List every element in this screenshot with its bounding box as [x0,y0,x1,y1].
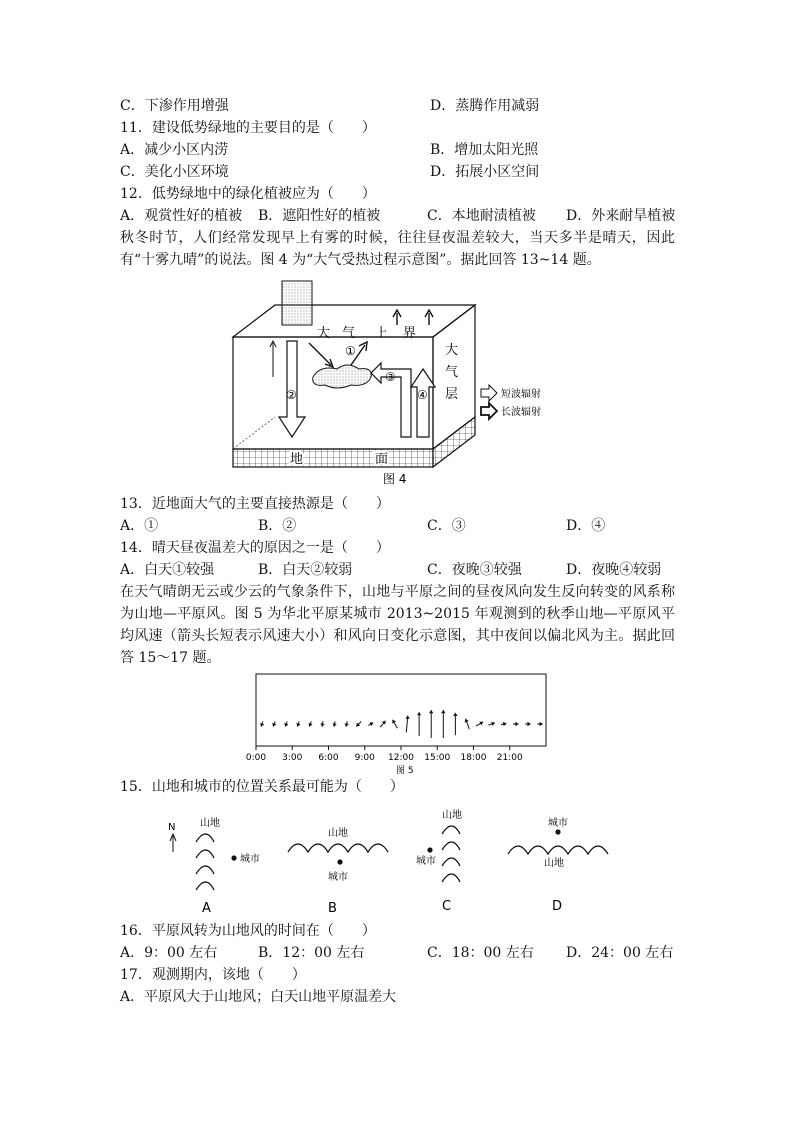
q16-option-c: C．18：00 左右 [427,945,534,961]
option-d-figure [508,816,608,914]
q16-option-a: A．9：00 左右 [120,945,218,961]
option-c-label: C [442,899,452,914]
x-tick-label: 0:00 [245,753,267,763]
wind-vector [356,722,361,727]
q12-option-a: A．观赏性好的植被 [120,208,243,224]
x-tick-label: 21:00 [496,753,523,763]
wind-vector [260,721,264,726]
q14-option-a: A．白天①较强 [120,562,215,578]
upper-boundary-char-3: 上 [375,326,389,341]
wind-vector [405,716,409,733]
wind-vector [272,721,276,726]
wind-vector [488,722,495,726]
q14-option-c: C．夜晚③较强 [427,562,522,578]
wind-vector [465,719,470,730]
option-d-label: D [552,899,563,914]
option-b-label: B [328,901,337,916]
wind-vector [332,721,336,727]
legend-long-wave: 长波辐射 [501,407,541,418]
q10-option-d: D．蒸腾作用减弱 [430,98,540,114]
q17-stem: 17．观测期内，该地（ ） [120,967,306,983]
x-tick-label: 12:00 [388,753,414,763]
q17-option-a: A．平原风大于山地风；白天山地平原温差大 [120,989,397,1005]
wind-vector [417,712,421,736]
x-tick-label: 6:00 [318,753,339,763]
wind-vector [380,721,385,727]
cloud [313,365,372,388]
atmosphere-layer-char-2: 气 [445,365,459,380]
q16-stem: 16．平原风转为山地风的时间在（ ） [120,923,376,939]
number-4: ④ [417,388,428,402]
option-a-city-label: 城市 [240,854,260,865]
option-c-city-label: 城市 [416,856,436,867]
legend-short-wave: 短波辐射 [501,389,541,400]
wind-vector [513,722,519,726]
q16-option-d: D．24：00 左右 [566,945,674,961]
q13-option-a: A．① [120,518,159,534]
option-a-label: A [202,901,211,916]
intro-15-17: 在天气晴朗无云或少云的气象条件下，山地与平原之间的昼夜风向发生反向转变的风系称为山地—平原风。图 5 为华北平原某城市 2013~2015 年观测到的秋季山地—平原风平均风速（箭头长短表示风速大小）和风向日变化示意图，其中夜间以偏北风为主。据此回答 15～17 题。 [120,584,675,666]
wind-vector [368,722,373,726]
figure-5-wind-chart [245,672,558,776]
number-3: ③ [385,370,396,384]
q12-option-c: C．本地耐渍植被 [427,208,536,224]
x-tick-label: 3:00 [282,753,303,763]
option-c-mountain-label: 山地 [442,810,462,821]
wind-vector [501,722,507,726]
wind-vector [320,721,324,727]
intro-13-14: 秋冬时节，人们经常发现早上有雾的时候，往往昼夜温差较大，当天多半是晴天，因此有“十雾九晴”的说法。图 4 为“大气受热过程示意图”。据此回答 13~14 题。 [120,230,675,268]
wind-vector [429,710,433,738]
north-arrow-icon [170,834,176,852]
q13-option-b: B．② [258,518,297,534]
option-b-figure [288,826,388,916]
x-tick-label: 15:00 [424,753,451,763]
q12-option-b: B．遮阳性好的植被 [258,208,381,224]
upper-boundary-char-1: 大 [317,326,331,341]
wind-vector [308,721,312,726]
wind-vector [453,713,457,735]
q10-option-c: C．下渗作用增强 [120,98,229,114]
north-label: N [168,822,176,833]
option-b-city-label: 城市 [328,872,348,883]
arrow-4-ground-radiation [411,369,435,437]
wind-vector [296,721,300,726]
wind-vector [525,722,531,726]
q13-stem: 13．近地面大气的主要直接热源是（ ） [120,496,390,512]
wind-vector [537,722,543,726]
number-1: ① [345,344,356,358]
option-d-city-label: 城市 [548,818,568,829]
upper-boundary-char-2: 气 [342,326,356,341]
figure-4-atmosphere-heating [225,277,555,489]
option-c-figure [416,808,462,914]
figure-4-caption: 图 4 [383,472,407,486]
wind-vector [392,720,397,728]
ground-char-2: 面 [375,452,389,467]
q11-option-b: B．增加太阳光照 [430,142,539,158]
q15-option-figures [160,800,640,918]
q13-option-d: D．④ [566,518,606,534]
ground-char-1: 地 [290,452,304,467]
q11-option-c: C．美化小区环境 [120,164,229,180]
q14-stem: 14．晴天昼夜温差大的原因之一是（ ） [120,540,390,556]
figure-5-caption: 图 5 [396,766,414,776]
q13-option-c: C．③ [427,518,466,534]
chart-frame [256,674,546,746]
number-2: ② [286,388,297,402]
x-tick-label: 18:00 [460,753,487,763]
wind-vector [284,721,288,726]
q11-option-a: A．减少小区内涝 [120,142,229,158]
wind-vector [476,722,483,727]
legend-long-wave-icon [481,403,497,419]
q12-stem: 12．低势绿地中的绿化植被应为（ ） [120,186,376,202]
q14-option-b: B．白天②较弱 [258,562,353,578]
q11-stem: 11．建设低势绿地的主要目的是（ ） [120,120,376,136]
upper-boundary-char-4: 界 [403,326,417,341]
legend-short-wave-icon [481,385,497,401]
option-a-figure [168,816,260,916]
sun-block [282,281,312,325]
q12-option-d: D．外来耐旱植被 [566,208,676,224]
wind-vector [345,721,349,727]
ground-layer [233,449,433,467]
option-d-mountain-label: 山地 [544,858,564,869]
q16-option-b: B．12：00 左右 [258,945,365,961]
option-a-mountain-label: 山地 [200,818,220,829]
atmosphere-layer-char-3: 层 [445,387,459,402]
q11-option-d: D．拓展小区空间 [430,164,540,180]
atmosphere-layer-char-1: 大 [445,343,459,358]
q15-stem: 15．山地和城市的位置关系最可能为（ ） [120,779,404,795]
option-b-mountain-label: 山地 [328,828,348,839]
q14-option-d: D．夜晚④较弱 [566,562,662,578]
wind-vector [441,710,445,738]
x-tick-label: 9:00 [354,753,375,763]
